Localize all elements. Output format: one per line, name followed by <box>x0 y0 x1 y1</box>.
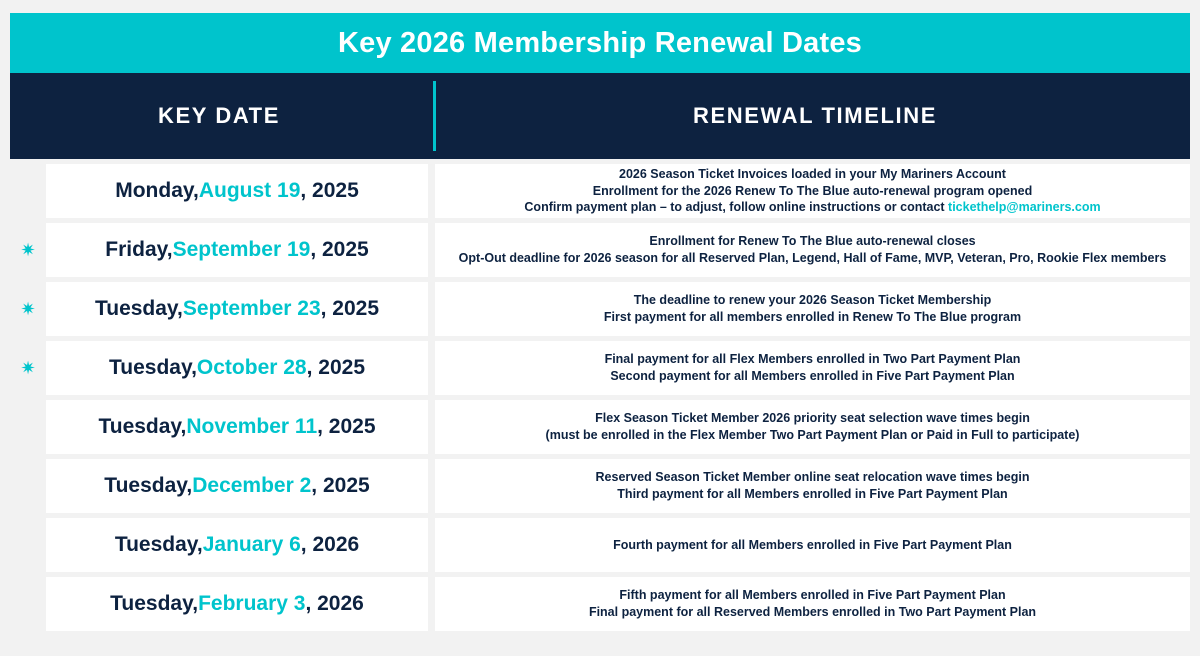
key-date-cell <box>46 459 428 513</box>
renewal-timeline-cell <box>435 282 1190 336</box>
date-month-day: August 19 <box>198 179 301 202</box>
renewal-timeline-cell <box>435 577 1190 631</box>
page-title: Key 2026 Membership Renewal Dates <box>338 26 862 59</box>
timeline-line: Enrollment for Renew To The Blue auto-renewal closes <box>649 234 976 249</box>
star-marker-cell <box>10 577 46 631</box>
column-header-renewal-timeline: RENEWAL TIMELINE <box>693 103 937 128</box>
renewal-dates-table <box>10 13 1190 636</box>
date-month-day: October 28 <box>196 356 307 379</box>
timeline-line: Enrollment for the 2026 Renew To The Blue auto-renewal program opened <box>592 183 1033 198</box>
star-marker-cell <box>10 400 46 454</box>
renewal-timeline-cell <box>435 341 1190 395</box>
key-date-cell <box>46 164 428 218</box>
renewal-timeline-cell <box>435 518 1190 572</box>
timeline-line: Final payment for all Reserved Members enrolled in Two Part Payment Plan <box>588 605 1037 619</box>
date-year: , 2025 <box>300 179 359 202</box>
date-year: , 2025 <box>306 356 366 379</box>
star-marker-cell <box>10 518 46 572</box>
timeline-line: Third payment for all Members enrolled in Five Part Payment Plan <box>617 487 1008 501</box>
star-marker-cell <box>10 282 46 336</box>
date-year: , 2025 <box>310 238 369 261</box>
timeline-line: Final payment for all Flex Members enrolled in Two Part Payment Plan <box>604 352 1021 367</box>
renewal-timeline-cell <box>435 164 1190 218</box>
timeline-line: The deadline to renew your 2026 Season Ticket Membership <box>633 293 992 308</box>
star-marker-cell <box>10 164 46 218</box>
date-year: , 2025 <box>317 415 376 438</box>
star-icon: ✷ <box>20 358 36 378</box>
timeline-line: Second payment for all Members enrolled in Five Part Payment Plan <box>610 369 1015 383</box>
timeline-line: Opt-Out deadline for 2026 season for all Reserved Plan, Legend, Hall of Fame, MVP, Veteran, Pro, Rookie Flex members <box>458 251 1167 265</box>
date-weekday: Tuesday, <box>94 297 183 320</box>
star-marker-cell <box>10 341 46 395</box>
date-month-day: December 2 <box>192 474 312 497</box>
timeline-line: Confirm payment plan – to adjust, follow online instructions or contact tickethelp@mariners.com <box>524 200 1101 215</box>
timeline-line: First payment for all members enrolled in Renew To The Blue program <box>603 310 1022 324</box>
key-date-cell <box>46 518 428 572</box>
table-row <box>10 282 1190 336</box>
date-weekday: Tuesday, <box>104 474 193 497</box>
date-year: , 2026 <box>305 592 364 615</box>
date-year: , 2025 <box>320 297 380 320</box>
table-body <box>10 164 1190 631</box>
date-month-day: September 19 <box>172 238 311 261</box>
date-year: , 2025 <box>311 474 370 497</box>
table-row <box>10 577 1190 631</box>
ticket-help-email-link[interactable]: tickethelp@mariners.com <box>948 200 1101 215</box>
key-date-cell <box>46 400 428 454</box>
date-month-day: January 6 <box>202 533 301 556</box>
header-divider <box>433 81 436 151</box>
table-header-row <box>10 73 1190 159</box>
timeline-line: Flex Season Ticket Member 2026 priority seat selection wave times begin <box>595 411 1030 426</box>
timeline-line: Fourth payment for all Members enrolled in Five Part Payment Plan <box>613 537 1012 552</box>
date-month-day: November 11 <box>186 415 318 438</box>
title-bar <box>10 13 1190 73</box>
table-row <box>10 400 1190 454</box>
date-weekday: Tuesday, <box>110 592 199 615</box>
renewal-timeline-cell <box>435 223 1190 277</box>
table-row <box>10 341 1190 395</box>
renewal-timeline-cell <box>435 459 1190 513</box>
header-divider-wrap <box>428 73 440 159</box>
timeline-line: Reserved Season Ticket Member online seat relocation wave times begin <box>595 470 1030 485</box>
date-month-day: September 23 <box>182 297 321 320</box>
date-weekday: Tuesday, <box>108 356 197 379</box>
key-date-cell <box>46 577 428 631</box>
date-weekday: Friday, <box>105 238 173 261</box>
table-row <box>10 459 1190 513</box>
table-row <box>10 164 1190 218</box>
renewal-timeline-cell <box>435 400 1190 454</box>
date-weekday: Monday, <box>115 179 199 202</box>
table-row <box>10 223 1190 277</box>
timeline-line: 2026 Season Ticket Invoices loaded in your My Mariners Account <box>619 166 1006 181</box>
table-row <box>10 518 1190 572</box>
timeline-line: Fifth payment for all Members enrolled in Five Part Payment Plan <box>619 588 1006 603</box>
date-weekday: Tuesday, <box>114 533 203 556</box>
timeline-line: (must be enrolled in the Flex Member Two Part Payment Plan or Paid in Full to participate) <box>545 428 1080 442</box>
key-date-cell <box>46 282 428 336</box>
star-marker-cell <box>10 223 46 277</box>
star-icon: ✷ <box>20 240 36 260</box>
star-icon: ✷ <box>20 299 36 319</box>
key-date-cell <box>46 341 428 395</box>
key-date-cell <box>46 223 428 277</box>
date-year: , 2026 <box>300 533 360 556</box>
star-marker-cell <box>10 459 46 513</box>
date-month-day: February 3 <box>198 592 306 615</box>
date-weekday: Tuesday, <box>98 415 187 438</box>
column-header-key-date: KEY DATE <box>157 103 280 128</box>
